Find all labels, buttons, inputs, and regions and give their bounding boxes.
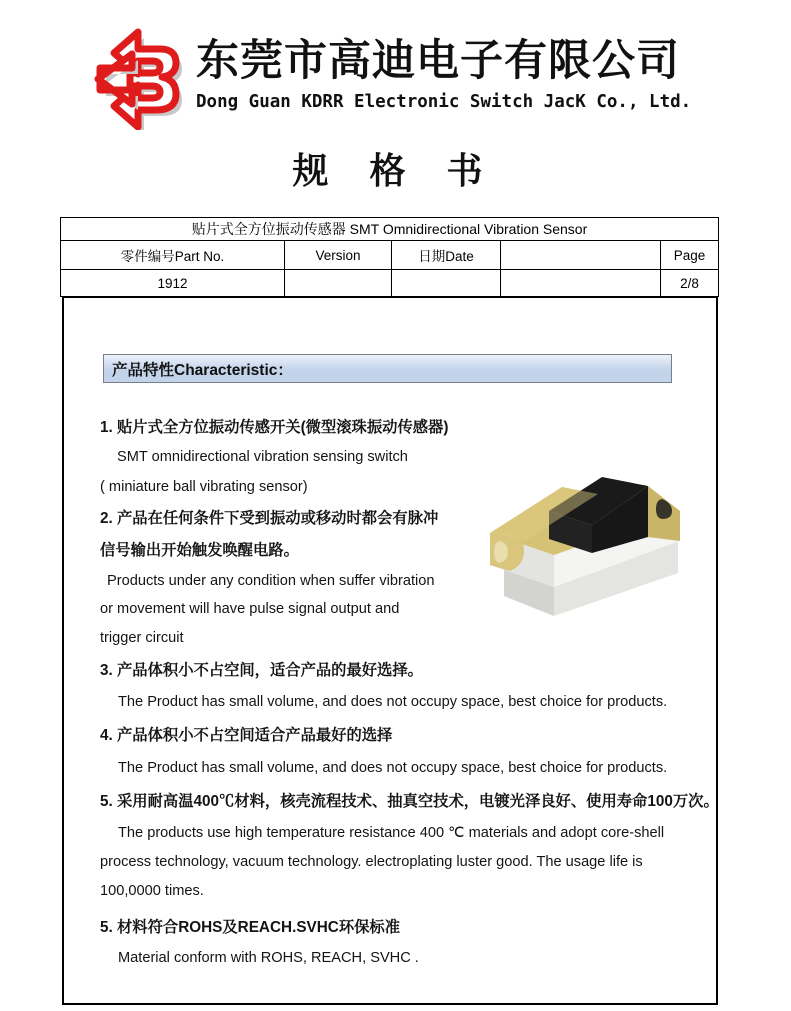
- characteristic-line: The products use high temperature resistance 400 ℃ materials and adopt core-shell: [118, 825, 665, 841]
- header-blank: [501, 241, 661, 270]
- table-row-product-title: [61, 218, 719, 241]
- value-part-no: 1912: [61, 270, 285, 297]
- value-blank: [501, 270, 661, 297]
- characteristic-line: The Product has small volume, and does not occupy space, best choice for products.: [118, 694, 668, 710]
- characteristic-line: or movement will have pulse signal output and: [100, 601, 400, 617]
- characteristic-line: trigger circuit: [100, 630, 184, 646]
- characteristic-banner-label: 产品特性Characteristic：: [112, 361, 293, 379]
- company-name-english: Dong Guan KDRR Electronic Switch JacK Co., Ltd.: [196, 92, 692, 112]
- characteristic-line: Material conform with ROHS, REACH, SVHC .: [118, 950, 419, 966]
- header-part-no: 零件编号Part No.: [61, 241, 285, 270]
- header-date: 日期Date: [392, 241, 501, 270]
- characteristic-line: 3. 产品体积小不占空间，适合产品的最好选择。: [100, 662, 423, 679]
- characteristic-line: 信号输出开始触发唤醒电路。: [100, 542, 299, 559]
- header-version: Version: [285, 241, 392, 270]
- page-header: [0, 0, 791, 140]
- characteristic-line: 5. 材料符合ROHS及REACH.SVHC环保标准: [100, 919, 401, 936]
- characteristic-line: 2. 产品在任何条件下受到振动或移动时都会有脉冲: [100, 510, 439, 527]
- value-version: [285, 270, 392, 297]
- characteristic-line: SMT omnidirectional vibration sensing switch: [117, 449, 408, 465]
- characteristic-line: 5. 采用耐高温400℃材料，核壳流程技术、抽真空技术，电镀光泽良好、使用寿命100万次。: [100, 793, 719, 810]
- product-title-cell: 贴片式全方位振动传感器 SMT Omnidirectional Vibration Sensor: [61, 218, 719, 241]
- characteristic-line: ( miniature ball vibrating sensor): [100, 479, 308, 495]
- document-title: 规 格 书: [292, 151, 499, 191]
- characteristic-line: Products under any condition when suffer vibration: [107, 573, 435, 589]
- characteristic-line: process technology, vacuum technology. electroplating luster good. The usage life is: [100, 854, 643, 870]
- characteristic-banner: [103, 354, 672, 383]
- characteristic-line: The Product has small volume, and does not occupy space, best choice for products.: [118, 760, 668, 776]
- company-name-chinese: 东莞市高迪电子有限公司: [196, 38, 680, 85]
- kdrr-recycle-b-logo-icon: [88, 26, 194, 130]
- characteristic-line: 1. 贴片式全方位振动传感开关(微型滚珠振动传感器): [100, 419, 449, 436]
- value-page: 2/8: [661, 270, 719, 297]
- document-info-table: [60, 217, 719, 297]
- characteristic-line: 4. 产品体积小不占空间适合产品最好的选择: [100, 727, 393, 744]
- value-date: [392, 270, 501, 297]
- smt-vibration-sensor-photo: [466, 441, 694, 619]
- table-row-headers: [61, 241, 719, 270]
- header-page: Page: [661, 241, 719, 270]
- table-row-values: [61, 270, 719, 297]
- characteristic-line: 100,0000 times.: [100, 883, 204, 899]
